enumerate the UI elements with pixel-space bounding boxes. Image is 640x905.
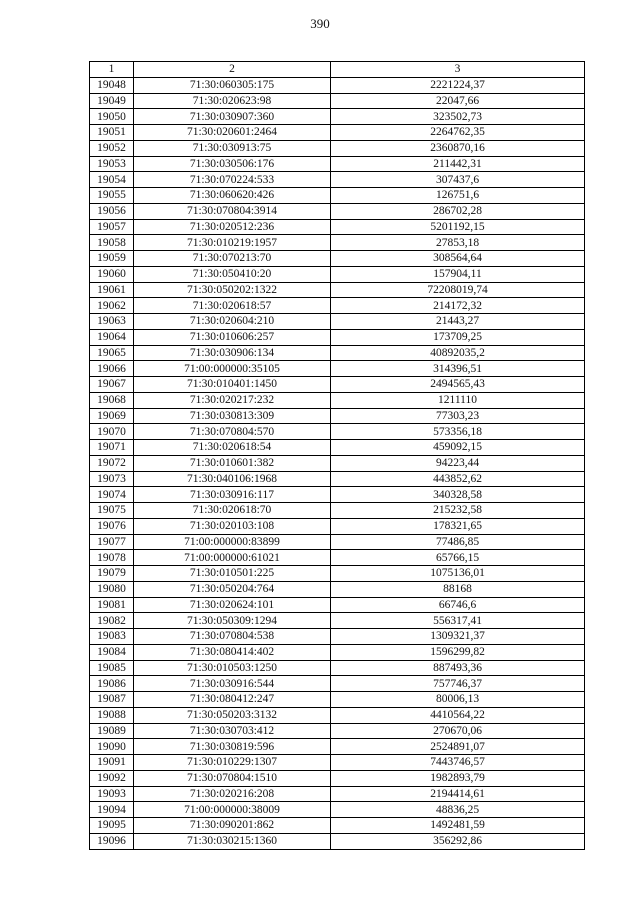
cadastral-number-cell: 71:30:050202:1322 bbox=[134, 282, 331, 298]
value-cell: 340328,58 bbox=[331, 487, 585, 503]
table-row bbox=[90, 251, 585, 267]
value-cell: 5201192,15 bbox=[331, 219, 585, 235]
cadastral-number-cell: 71:00:000000:35105 bbox=[134, 361, 331, 377]
cadastral-number-cell: 71:30:020624:101 bbox=[134, 597, 331, 613]
table-row bbox=[90, 329, 585, 345]
table-row bbox=[90, 833, 585, 849]
row-number-cell: 19077 bbox=[90, 534, 134, 550]
row-number-cell: 19075 bbox=[90, 503, 134, 519]
cadastral-number-cell: 71:30:070804:538 bbox=[134, 629, 331, 645]
row-number-cell: 19063 bbox=[90, 314, 134, 330]
value-cell: 173709,25 bbox=[331, 329, 585, 345]
cadastral-number-cell: 71:30:020618:70 bbox=[134, 503, 331, 519]
table-row bbox=[90, 487, 585, 503]
cadastral-number-cell: 71:30:030913:75 bbox=[134, 140, 331, 156]
row-number-cell: 19066 bbox=[90, 361, 134, 377]
value-cell: 40892035,2 bbox=[331, 345, 585, 361]
table-row bbox=[90, 77, 585, 93]
row-number-cell: 19056 bbox=[90, 203, 134, 219]
cadastral-number-cell: 71:30:030819:596 bbox=[134, 739, 331, 755]
row-number-cell: 19082 bbox=[90, 613, 134, 629]
row-number-cell: 19092 bbox=[90, 770, 134, 786]
table-row bbox=[90, 219, 585, 235]
value-cell: 2360870,16 bbox=[331, 140, 585, 156]
table-row bbox=[90, 392, 585, 408]
value-cell: 22047,66 bbox=[331, 93, 585, 109]
value-cell: 2494565,43 bbox=[331, 377, 585, 393]
cadastral-number-cell: 71:30:010229:1307 bbox=[134, 755, 331, 771]
cadastral-number-cell: 71:30:090201:862 bbox=[134, 818, 331, 834]
value-cell: 214172,32 bbox=[331, 298, 585, 314]
table-row bbox=[90, 140, 585, 156]
cadastral-number-cell: 71:30:020216:208 bbox=[134, 786, 331, 802]
value-cell: 94223,44 bbox=[331, 455, 585, 471]
cadastral-number-cell: 71:30:060305:175 bbox=[134, 77, 331, 93]
table-row bbox=[90, 676, 585, 692]
row-number-cell: 19052 bbox=[90, 140, 134, 156]
table-row bbox=[90, 786, 585, 802]
cadastral-number-cell: 71:30:040106:1968 bbox=[134, 471, 331, 487]
table-row bbox=[90, 566, 585, 582]
row-number-cell: 19078 bbox=[90, 550, 134, 566]
table-row bbox=[90, 455, 585, 471]
table-row bbox=[90, 282, 585, 298]
value-cell: 1211110 bbox=[331, 392, 585, 408]
table-row bbox=[90, 203, 585, 219]
row-number-cell: 19086 bbox=[90, 676, 134, 692]
table-row bbox=[90, 298, 585, 314]
table-row bbox=[90, 629, 585, 645]
cadastral-number-cell: 71:30:050410:20 bbox=[134, 266, 331, 282]
row-number-cell: 19049 bbox=[90, 93, 134, 109]
value-cell: 2524891,07 bbox=[331, 739, 585, 755]
table-row bbox=[90, 503, 585, 519]
cadastral-number-cell: 71:30:010606:257 bbox=[134, 329, 331, 345]
cadastral-number-cell: 71:30:020103:108 bbox=[134, 518, 331, 534]
cadastral-number-cell: 71:30:010401:1450 bbox=[134, 377, 331, 393]
page-number: 390 bbox=[310, 16, 330, 31]
table-row bbox=[90, 93, 585, 109]
row-number-cell: 19079 bbox=[90, 566, 134, 582]
row-number-cell: 19080 bbox=[90, 581, 134, 597]
cadastral-number-cell: 71:30:050309:1294 bbox=[134, 613, 331, 629]
cadastral-number-cell: 71:30:020618:54 bbox=[134, 440, 331, 456]
header-cell-1: 1 bbox=[90, 62, 134, 78]
cadastral-number-cell: 71:00:000000:61021 bbox=[134, 550, 331, 566]
cadastral-number-cell: 71:30:070804:3914 bbox=[134, 203, 331, 219]
table-row bbox=[90, 550, 585, 566]
value-cell: 126751,6 bbox=[331, 188, 585, 204]
cadastral-number-cell: 71:30:070804:1510 bbox=[134, 770, 331, 786]
cadastral-number-cell: 71:00:000000:38009 bbox=[134, 802, 331, 818]
value-cell: 21443,27 bbox=[331, 314, 585, 330]
row-number-cell: 19083 bbox=[90, 629, 134, 645]
row-number-cell: 19061 bbox=[90, 282, 134, 298]
table-row bbox=[90, 581, 585, 597]
value-cell: 1596299,82 bbox=[331, 644, 585, 660]
cadastral-number-cell: 71:30:070804:570 bbox=[134, 424, 331, 440]
row-number-cell: 19050 bbox=[90, 109, 134, 125]
row-number-cell: 19095 bbox=[90, 818, 134, 834]
cadastral-number-cell: 71:30:010501:225 bbox=[134, 566, 331, 582]
table-row bbox=[90, 125, 585, 141]
row-number-cell: 19069 bbox=[90, 408, 134, 424]
row-number-cell: 19090 bbox=[90, 739, 134, 755]
table-row bbox=[90, 440, 585, 456]
cadastral-number-cell: 71:30:070224:533 bbox=[134, 172, 331, 188]
cadastral-number-cell: 71:30:020618:57 bbox=[134, 298, 331, 314]
value-cell: 7443746,57 bbox=[331, 755, 585, 771]
row-number-cell: 19064 bbox=[90, 329, 134, 345]
value-cell: 573356,18 bbox=[331, 424, 585, 440]
header-cell-3: 3 bbox=[331, 62, 585, 78]
table-row bbox=[90, 235, 585, 251]
row-number-cell: 19051 bbox=[90, 125, 134, 141]
value-cell: 178321,65 bbox=[331, 518, 585, 534]
row-number-cell: 19070 bbox=[90, 424, 134, 440]
row-number-cell: 19085 bbox=[90, 660, 134, 676]
value-cell: 308564,64 bbox=[331, 251, 585, 267]
row-number-cell: 19055 bbox=[90, 188, 134, 204]
cadastral-number-cell: 71:30:030916:544 bbox=[134, 676, 331, 692]
table-row bbox=[90, 770, 585, 786]
table-row bbox=[90, 707, 585, 723]
row-number-cell: 19071 bbox=[90, 440, 134, 456]
row-number-cell: 19073 bbox=[90, 471, 134, 487]
cadastral-number-cell: 71:30:030916:117 bbox=[134, 487, 331, 503]
table-row bbox=[90, 518, 585, 534]
table-row bbox=[90, 818, 585, 834]
value-cell: 757746,37 bbox=[331, 676, 585, 692]
value-cell: 314396,51 bbox=[331, 361, 585, 377]
value-cell: 270670,06 bbox=[331, 723, 585, 739]
row-number-cell: 19096 bbox=[90, 833, 134, 849]
cadastral-number-cell: 71:30:030506:176 bbox=[134, 156, 331, 172]
table-row bbox=[90, 660, 585, 676]
table-row bbox=[90, 644, 585, 660]
table-row bbox=[90, 377, 585, 393]
value-cell: 459092,15 bbox=[331, 440, 585, 456]
register-table-body bbox=[90, 62, 585, 850]
value-cell: 1075136,01 bbox=[331, 566, 585, 582]
row-number-cell: 19076 bbox=[90, 518, 134, 534]
value-cell: 556317,41 bbox=[331, 613, 585, 629]
value-cell: 443852,62 bbox=[331, 471, 585, 487]
value-cell: 66746,6 bbox=[331, 597, 585, 613]
cadastral-number-cell: 71:30:080412:247 bbox=[134, 692, 331, 708]
table-row bbox=[90, 266, 585, 282]
cadastral-number-cell: 71:30:030906:134 bbox=[134, 345, 331, 361]
table-row bbox=[90, 424, 585, 440]
table-row bbox=[90, 314, 585, 330]
value-cell: 887493,36 bbox=[331, 660, 585, 676]
row-number-cell: 19094 bbox=[90, 802, 134, 818]
cadastral-number-cell: 71:30:070213:70 bbox=[134, 251, 331, 267]
value-cell: 215232,58 bbox=[331, 503, 585, 519]
cadastral-number-cell: 71:30:020217:232 bbox=[134, 392, 331, 408]
cadastral-number-cell: 71:30:050203:3132 bbox=[134, 707, 331, 723]
table-row bbox=[90, 172, 585, 188]
row-number-cell: 19053 bbox=[90, 156, 134, 172]
cadastral-number-cell: 71:30:030813:309 bbox=[134, 408, 331, 424]
row-number-cell: 19059 bbox=[90, 251, 134, 267]
header-row bbox=[90, 62, 585, 78]
cadastral-number-cell: 71:00:000000:83899 bbox=[134, 534, 331, 550]
cadastral-number-cell: 71:30:030907:360 bbox=[134, 109, 331, 125]
table-row bbox=[90, 802, 585, 818]
cadastral-number-cell: 71:30:010503:1250 bbox=[134, 660, 331, 676]
table-row bbox=[90, 109, 585, 125]
table-row bbox=[90, 534, 585, 550]
value-cell: 2221224,37 bbox=[331, 77, 585, 93]
cadastral-number-cell: 71:30:010601:382 bbox=[134, 455, 331, 471]
row-number-cell: 19062 bbox=[90, 298, 134, 314]
cadastral-number-cell: 71:30:020601:2464 bbox=[134, 125, 331, 141]
table-row bbox=[90, 188, 585, 204]
cadastral-number-cell: 71:30:030703:412 bbox=[134, 723, 331, 739]
table-row bbox=[90, 692, 585, 708]
value-cell: 27853,18 bbox=[331, 235, 585, 251]
value-cell: 48836,25 bbox=[331, 802, 585, 818]
table-row bbox=[90, 739, 585, 755]
value-cell: 1309321,37 bbox=[331, 629, 585, 645]
row-number-cell: 19057 bbox=[90, 219, 134, 235]
row-number-cell: 19054 bbox=[90, 172, 134, 188]
cadastral-number-cell: 71:30:020604:210 bbox=[134, 314, 331, 330]
cadastral-number-cell: 71:30:010219:1957 bbox=[134, 235, 331, 251]
cadastral-number-cell: 71:30:050204:764 bbox=[134, 581, 331, 597]
value-cell: 286702,28 bbox=[331, 203, 585, 219]
value-cell: 88168 bbox=[331, 581, 585, 597]
value-cell: 211442,31 bbox=[331, 156, 585, 172]
value-cell: 65766,15 bbox=[331, 550, 585, 566]
row-number-cell: 19084 bbox=[90, 644, 134, 660]
header-cell-2: 2 bbox=[134, 62, 331, 78]
table-row bbox=[90, 345, 585, 361]
value-cell: 80006,13 bbox=[331, 692, 585, 708]
cadastral-number-cell: 71:30:020623:98 bbox=[134, 93, 331, 109]
table-row bbox=[90, 408, 585, 424]
row-number-cell: 19072 bbox=[90, 455, 134, 471]
cadastral-number-cell: 71:30:020512:236 bbox=[134, 219, 331, 235]
table-row bbox=[90, 471, 585, 487]
value-cell: 77486,85 bbox=[331, 534, 585, 550]
value-cell: 157904,11 bbox=[331, 266, 585, 282]
value-cell: 72208019,74 bbox=[331, 282, 585, 298]
value-cell: 1982893,79 bbox=[331, 770, 585, 786]
row-number-cell: 19068 bbox=[90, 392, 134, 408]
value-cell: 356292,86 bbox=[331, 833, 585, 849]
value-cell: 1492481,59 bbox=[331, 818, 585, 834]
table-row bbox=[90, 156, 585, 172]
table-row bbox=[90, 361, 585, 377]
table-row bbox=[90, 723, 585, 739]
row-number-cell: 19074 bbox=[90, 487, 134, 503]
row-number-cell: 19093 bbox=[90, 786, 134, 802]
value-cell: 2264762,35 bbox=[331, 125, 585, 141]
cadastral-number-cell: 71:30:060620:426 bbox=[134, 188, 331, 204]
table-row bbox=[90, 613, 585, 629]
row-number-cell: 19089 bbox=[90, 723, 134, 739]
value-cell: 77303,23 bbox=[331, 408, 585, 424]
row-number-cell: 19048 bbox=[90, 77, 134, 93]
row-number-cell: 19058 bbox=[90, 235, 134, 251]
value-cell: 2194414,61 bbox=[331, 786, 585, 802]
register-table bbox=[89, 61, 585, 850]
value-cell: 323502,73 bbox=[331, 109, 585, 125]
row-number-cell: 19065 bbox=[90, 345, 134, 361]
table-row bbox=[90, 597, 585, 613]
row-number-cell: 19088 bbox=[90, 707, 134, 723]
row-number-cell: 19081 bbox=[90, 597, 134, 613]
row-number-cell: 19091 bbox=[90, 755, 134, 771]
value-cell: 307437,6 bbox=[331, 172, 585, 188]
cadastral-number-cell: 71:30:030215:1360 bbox=[134, 833, 331, 849]
row-number-cell: 19067 bbox=[90, 377, 134, 393]
row-number-cell: 19060 bbox=[90, 266, 134, 282]
cadastral-number-cell: 71:30:080414:402 bbox=[134, 644, 331, 660]
table-row bbox=[90, 755, 585, 771]
row-number-cell: 19087 bbox=[90, 692, 134, 708]
value-cell: 4410564,22 bbox=[331, 707, 585, 723]
